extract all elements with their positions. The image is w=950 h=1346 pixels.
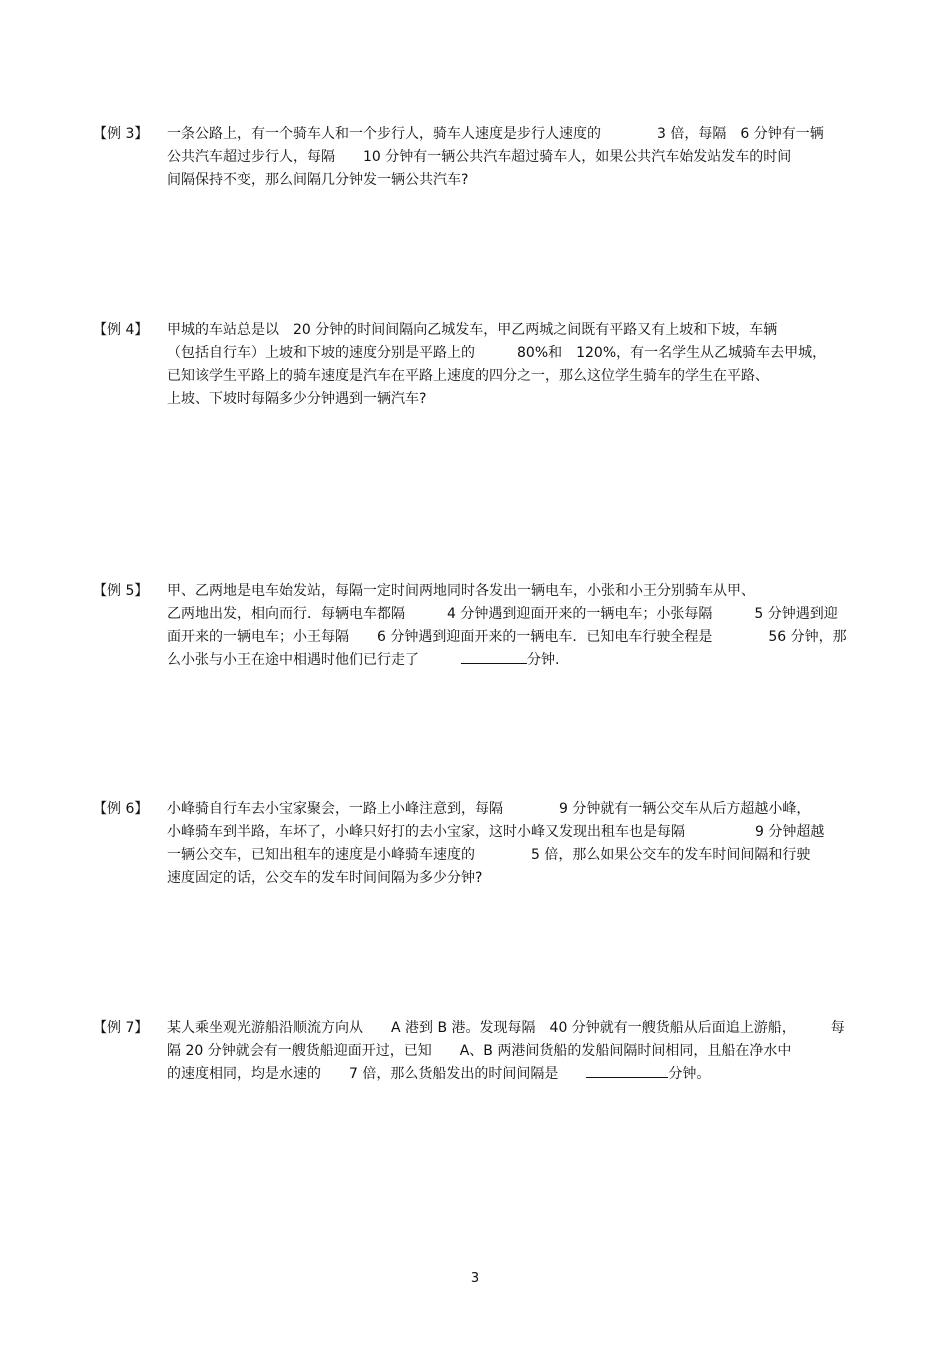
example-label: 【例 3】 [93, 126, 149, 142]
text-line [167, 1063, 887, 1086]
text-line: 间隔保持不变，那么间隔几分钟发一辆公共汽车? [167, 172, 469, 188]
example-text [167, 798, 887, 890]
text-line: 某人乘坐观光游船沿顺流方向从 A 港到 B 港。发现每隔 40 分钟就有一艘货船从后面追上游船， 每 [167, 1020, 845, 1036]
text-line: 面开来的一辆电车；小王每隔 6 分钟遇到迎面开来的一辆电车．已知电车行驶全程是 56 分钟，那 [167, 629, 847, 645]
text-segment: 分钟。 [668, 1066, 711, 1082]
text-line: 速度固定的话，公交车的发车时间间隔为多少分钟? [167, 870, 483, 886]
text-line: 公共汽车超过步行人，每隔 10 分钟有一辆公共汽车超过骑车人，如果公共汽车始发站发车的时间 [167, 149, 792, 165]
text-line: 小峰骑车到半路，车坏了，小峰只好打的去小宝家，这时小峰又发现出租车也是每隔 9 分钟超越 [167, 824, 825, 840]
example-label: 【例 4】 [93, 322, 149, 338]
example-label: 【例 7】 [93, 1020, 149, 1036]
page-number: 3 [470, 1271, 480, 1286]
example-text [167, 123, 887, 192]
text-line: 隔 20 分钟就会有一艘货船迎面开过，已知 A、B 两港间货船的发船间隔时间相同，且船在净水中 [167, 1043, 792, 1059]
text-line: 已知该学生平路上的骑车速度是汽车在平路上速度的四分之一，那么这位学生骑车的学生在平路、 [167, 368, 769, 384]
answer-blank[interactable] [461, 649, 527, 664]
example-label: 【例 5】 [93, 583, 149, 599]
text-line: 甲、乙两地是电车始发站，每隔一定时间两地同时各发出一辆电车，小张和小王分别骑车从甲、 [167, 583, 755, 599]
text-segment: 么小张与小王在途中相遇时他们已行走了 [167, 652, 461, 668]
text-line: 甲城的车站总是以 20 分钟的时间间隔向乙城发车，甲乙两城之间既有平路又有上坡和下坡，车辆 [167, 322, 778, 338]
example-text [167, 319, 887, 411]
answer-blank[interactable] [586, 1063, 668, 1078]
text-line: 一条公路上，有一个骑车人和一个步行人，骑车人速度是步行人速度的 3 倍，每隔 6 分钟有一辆 [167, 126, 824, 142]
text-line: （包括自行车）上坡和下坡的速度分别是平路上的 80%和 120%，有一名学生从乙城骑车去甲城， [167, 345, 827, 361]
example-label: 【例 6】 [93, 801, 149, 817]
text-segment: 分钟. [527, 652, 560, 668]
example-text [167, 580, 887, 672]
text-segment: 的速度相同，均是水速的 7 倍，那么货船发出的时间间隔是 [167, 1066, 587, 1082]
text-line: 上坡、下坡时每隔多少分钟遇到一辆汽车? [167, 391, 427, 407]
example-text [167, 1017, 887, 1086]
text-line: 乙两地出发，相向而行．每辆电车都隔 4 分钟遇到迎面开来的一辆电车；小张每隔 5 分钟遇到迎 [167, 606, 838, 622]
text-line: 一辆公交车，已知出租车的速度是小峰骑车速度的 5 倍，那么如果公交车的发车时间间隔和行驶 [167, 847, 811, 863]
text-line: 小峰骑自行车去小宝家聚会，一路上小峰注意到，每隔 9 分钟就有一辆公交车从后方超越小峰， [167, 801, 811, 817]
text-line [167, 649, 887, 672]
